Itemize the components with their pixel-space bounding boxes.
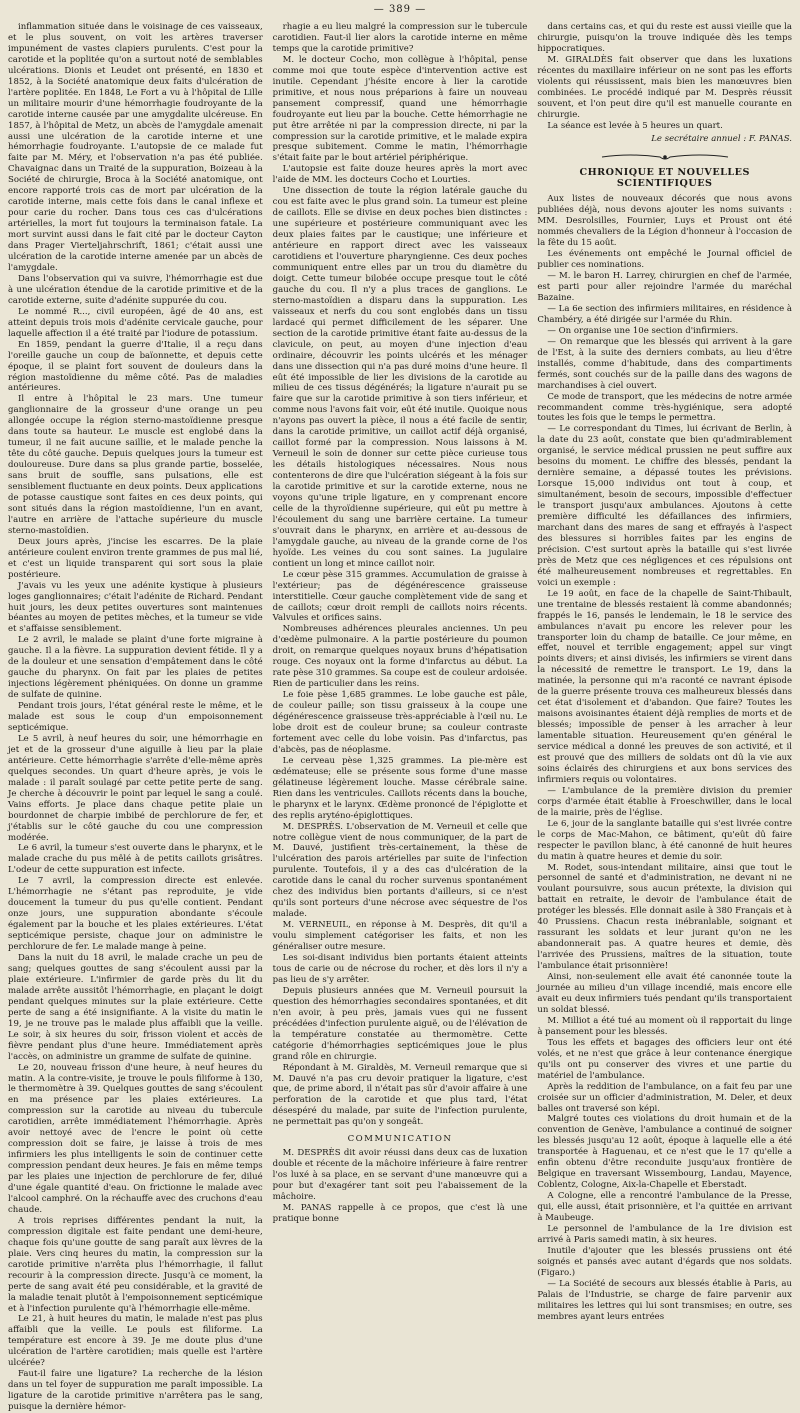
paragraph: Répondant à M. Giraldès, M. Verneuil remarque que si M. Dauvé n'a pas cru devoir pratiquer la ligature, c'est que, de prime abord, il n'était pas sûr d'avoir affaire à une perforation de la carotide et que plus tard, l'état désespéré du malade, par suite de l'infection purulente, ne permettait pas qu'on y songeât.: [272, 1062, 528, 1128]
paragraph: inflammation située dans le voisinage de ces vaisseaux, et le plus souvent, on voit les artères traverser impunément de vastes clapiers purulents. C'est pour la carotide et la poplitée qu'on a surtout noté de semblables ulcérations. Dionis et Leudet ont présenté, en 1830 et 1852, à la Société anatomique deux faits d'ulcération de l'artère poplitée. En 1848, Le Fort a vu à l'hôpital de Lille un militaire mourir d'une hémorrhagie foudroyante de la carotide interne causée par une amygdalite ulcéreuse. En 1857, à l'hôpital de Metz, un abcès de l'amygdale amenait aussi une ulcération de la carotide interne et une hémorrhagie foudroyante. L'autopsie de ce malade fut faite par M. Méry, et l'observation n'a pas été publiée. Chavaignac dans un Traité de la suppuration, Boizeau à la Société de chirurgie, Broca à la Société anatomique, ont encore rapporté trois cas de mort par ulcération de la carotide interne, mais cette fois dans le canal inflexe et pour carie du rocher. Dans tous ces cas d'ulcérations artérielles, la mort fut toujours la terminaison fatale. La mort survint aussi dans le fait cité par le docteur Cayton dans Prager Vierteljahrschrift, 1861; c'était aussi une ulcération de la carotide interne amenée par un abcès de l'amygdale.: [8, 22, 263, 273]
paragraph: M. VERNEUIL, en réponse à M. Desprès, dit qu'il a voulu simplement catégoriser les faits, et non les généraliser outre mesure.: [272, 920, 528, 953]
chronicle-title: CHRONIQUE ET NOUVELLES SCIENTIFIQUES: [579, 167, 750, 190]
paragraph: Ainsi, non-seulement elle avait été canonnée toute la journée au milieu d'un village incendié, mais encore elle avait eu deux infirmiers tués pendant qu'ils transportaient un soldat blessé.: [537, 972, 793, 1015]
paragraph: Tous les effets et bagages des officiers leur ont été volés, et ne n'est que grâce à leur contenance énergique qu'ils ont pu conserver des vivres et une partie du matériel de l'ambulance.: [537, 1037, 793, 1081]
page-number: — 389 —: [373, 4, 427, 15]
paragraph: — La Société de secours aux blessés établie à Paris, au Palais de l'Industrie, se charge de faire parvenir aux militaires les lettres qui lui sont transmises; en outre, ses membres ayant leurs entrées: [537, 1278, 793, 1322]
paragraph: M. GIRALDÈS fait observer que dans les luxations récentes du maxillaire inférieur on ne sont pas les efforts violents qui réussissent, mais bien les manœuvres bien combinées. Le procédé indiqué par M. Desprès réussit souvent, et l'on peut dire qu'il est manuelle courante en chirurgie.: [537, 54, 793, 120]
paragraph: — On remarque que les blessés qui arrivent à la gare de l'Est, à la suite des derniers combats, au lieu d'être installés, comme d'habitude, dans des compartiments fermés, sont couchés sur de la paille dans des wagons de marchandises à ciel ouvert.: [537, 336, 793, 391]
paragraph: M. Rodet, sous-intendant militaire, ainsi que tout le personnel de santé et d'administration, ne devant ni ne voulant poursuivre, sous aucun prétexte, la division qui battait en retraite, le devoir de l'ambulance était de protéger les blessés. Elle donnait asile à 380 Français et à 40 Prussiens. Chacun resta inébranlable, soignant et rassurant les soldats et leur jurant qu'on ne les abandonnerait pas. A quatre heures et demie, dès l'arrivée des Prussiens, maîtres de la situation, toute l'ambulance était prisonnière!: [537, 862, 793, 972]
paragraph: — On organise une 10e section d'infirmiers.: [547, 325, 739, 336]
paragraph: Le cœur pèse 315 grammes. Accumulation de graisse à l'extérieur; pas de dégénérescence graisseuse interstitielle. Cœur gauche complètement vide de sang et de caillots; cœur droit rempli de caillots noirs récents. Valvules et orifices sains.: [272, 569, 528, 624]
paragraph: Une dissection de toute la région latérale gauche du cou est faite avec le plus grand soin. La tumeur est pleine de caillots. Elle se divise en deux poches bien distinctes : une supérieure et postérieure communiquant avec les deux plaies faites par le caustique; une inférieure et antérieure en rapport direct avec les vaisseaux carotidiens et l'ouverture pharyngienne. Ces deux poches communiquent entre elles par un trou du diamètre du doigt. Cette tumeur bilobée occupe presque tout le côté gauche du cou. Il n'y a plus traces de ganglions. Le sterno-mastoïdien a disparu dans la suppuration. Les vaisseaux et nerfs du cou sont englobés dans un tissu lardacé qui permet difficilement de les séparer. Une section de la carotide primitive étant faite au-dessus de la clavicule, on peut, au moyen d'une injection d'eau ordinaire, découvrir les points ulcérés et les ménager dans une dissection qui n'a pas duré moins d'une heure. Il eût été impossible de lier les divisions de la carotide au milieu de ces tissus dégénérés; la ligature n'aurait pu se faire que sur la carotide primitive à son tiers inférieur, et comme nous l'avons fait voir, eût été inutile. Quoique nous n'ayons pas ouvert la pièce, il nous a été facile de sentir, dans la carotide primitive, un caillot actif déjà organisé, caillot formé par la compression. Nous laissons à M. Verneuil le soin de donner sur cette pièce curieuse tous les détails histologiques nécessaires. Nous nous contenterons de dire que l'ulcération siégeant à la fois sur la carotide primitive et sur la carotide externe, nous ne voyons qu'une triple ligature, en y comprenant encore celle de la thyroïdienne supérieure, qui eût pu mettre à l'écoulement du sang une barrière certaine. La tumeur s'ouvrait dans le pharynx, en arrière et au-dessous de l'amygdale gauche, au niveau de la grande corne de l'os hyoïde. Les veines du cou sont saines. La jugulaire contient un long et mince caillot noir.: [272, 186, 528, 569]
column-3-chronicle: [537, 194, 792, 1322]
paragraph: Deux jours après, j'incise les escarres. De la plaie antérieure coulent environ trente grammes de pus mal lié, et c'est un liquide transparent qui sort sous la plaie postérieure.: [8, 536, 263, 580]
paragraph: — La 6e section des infirmiers militaires, en résidence à Chambéry, a été dirigée sur l'armée du Rhin.: [537, 303, 793, 325]
paragraph: Le 6, jour de la sanglante bataille qui s'est livrée contre le corps de Mac-Mahon, ce bâtiment, qu'eût dû faire respecter le pavillon blanc, à été canonné de huit heures du matin à quatre heures et demie du soir.: [537, 818, 793, 862]
paragraph: La séance est levée à 5 heures un quart.: [547, 120, 723, 131]
paragraph: Il entre à l'hôpital le 23 mars. Une tumeur ganglionnaire de la grosseur d'une orange un peu allongée occupe la région sterno-mastoïdienne presque dans toute sa hauteur. Le muscle est englobé dans la tumeur, il ne fait aucune saillie, et le malade penche la tête du côté gauche. Depuis quelques jours la tumeur est douloureuse. Dure dans sa plus grande partie, bosselée, sans bruit de souffle, sans pulsations, elle est sensiblement fluctuante en deux points. Deux applications de potasse caustique sont faites en ces deux points, qui sont situés dans la région mastoïdienne, l'un en avant, l'autre en arrière de l'attache supérieure du muscle sterno-mastoïdien.: [8, 394, 263, 536]
secretary-signature: Le secrétaire annuel : F. PANAS.: [651, 133, 793, 144]
column-3-body: [537, 22, 792, 132]
paragraph: L'autopsie est faite douze heures après la mort avec l'aide de MM. les docteurs Cocho et Lourties.: [272, 164, 528, 186]
paragraph: — L'ambulance de la première division du premier corps d'armée était établie à Froeschwiller, dans le local de la mairie, près de l'église.: [537, 785, 793, 818]
column-2-communication: [273, 1148, 528, 1225]
paragraph: Ce mode de transport, que les médecins de notre armée recommandent comme très-hygiénique, sera adopté toutes les fois que le temps le permettra.: [537, 391, 793, 424]
column-3: [537, 22, 793, 1322]
paragraph: Les soi-disant individus bien portants étaient atteints tous de carie ou de nécrose du rocher, et dès lors il n'y a pas lieu de s'y arrêter.: [272, 953, 528, 985]
paragraph: Dans l'observation qui va suivre, l'hémorrhagie est due à une ulcération étendue de la carotide primitive et de la carotide externe, suite d'adénite suppurée du cou.: [8, 273, 263, 306]
paragraph: Le 6 avril, la tumeur s'est ouverte dans le pharynx, et le malade crache du pus mêlé à de petits caillots grisâtres. L'odeur de cette suppuration est infecte.: [8, 843, 263, 876]
paragraph: J'avais vu les yeux une adénite kystique à plusieurs loges ganglionnaires; c'était l'adénite de Richard. Pendant huit jours, les deux petites ouvertures sont maintenues béantes au moyen de petites mèches, et la tumeur se vide et s'affaisse sensiblement.: [8, 580, 263, 635]
paragraph: Le nommé R..., civil européen, âgé de 40 ans, est atteint depuis trois mois d'adénite cervicale gauche, pour laquelle affection il a été traité par l'iodure de potassium.: [8, 306, 263, 339]
paragraph: Nombreuses adhérences pleurales anciennes. Un peu d'œdème pulmonaire. A la partie postérieure du poumon droit, on remarque quelques noyaux bruns d'hépatisation rouge. Ces noyaux ont la forme d'infarctus au début. La rate pèse 310 grammes. Sa coupe est de couleur ardoisée. Rien de particulier dans les reins.: [272, 624, 528, 690]
paragraph: A Cologne, elle a rencontré l'ambulance de la Presse, qui, elle aussi, était prisonnière, et l'a quittée en arrivant à Maubeuge.: [537, 1191, 793, 1224]
paragraph: Inutile d'ajouter que les blessés prussiens ont été soignés et pansés avec autant d'égards que nos soldats. (Figaro.): [537, 1245, 793, 1278]
paragraph: — Le correspondant du Times, lui écrivant de Berlin, à la date du 23 août, constate que bien qu'admirablement organisé, le service médical prussien ne peut suffire aux besoins du moment. Le chiffre des blessés, pendant la dernière semaine, a dépassé toutes les prévisions. Lorsque 15,000 individus ont tout à coup, et simultanément, besoin de secours, impossible d'effectuer le transport jusqu'aux ambulances. Ajoutons à cette première difficulté les défaillances des infirmiers, marchant dans des mares de sang et effrayés à l'aspect des blessures si horribles faites par les engins de précision. C'est surtout après la bataille qui s'est livrée près de Metz que ces négligences et ces répulsions ont été malheureusement nombreuses et regrettables. En voici un exemple :: [537, 424, 793, 588]
paragraph: M. le docteur Cocho, mon collègue à l'hôpital, pense comme moi que toute espèce d'intervention active est inutile. Cependant j'hésite encore à lier la carotide primitive, et nous nous préparions à faire un nouveau pansement compressif, quand une hémorrhagie foudroyante eut lieu par la bouche. Cette hémorrhagie ne put être arrêtée ni par la compression directe, ni par la compression sur la carotide primitive, et le malade expira presque subitement. Comme le matin, l'hémorrhagie s'était faite par le bout artériel périphérique.: [272, 54, 528, 164]
columns: [8, 22, 793, 1413]
column-2: [272, 22, 528, 1224]
paragraph: M. PANAS rappelle à ce propos, que c'est là une pratique bonne: [272, 1202, 528, 1224]
paragraph: rhagie a eu lieu malgré la compression sur le tubercule carotidien. Faut-il lier alors la carotide interne en même temps que la carotide primitive?: [272, 22, 528, 54]
paragraph: Pendant trois jours, l'état général reste le même, et le malade est sous le coup d'un empoisonnement septicémique.: [8, 701, 263, 733]
paragraph: Le 5 avril, à neuf heures du soir, une hémorrhagie en jet et de la grosseur d'une aiguille à lieu par la plaie antérieure. Cette hémorrhagie s'arrête d'elle-même après quelques secondes. Un quart d'heure après, je vois le malade : il paraît soulagé par cette petite perte de sang. Je cherche à découvrir le point par lequel le sang a coulé. Vains efforts. Je place dans chaque petite plaie un bourdonnet de charpie imbibé de perchlorure de fer, et j'établis sur le côté gauche du cou une compression modérée.: [8, 733, 263, 843]
column-1: [8, 22, 263, 1413]
paragraph: Faut-il faire une ligature? La recherche de la lésion dans un tel foyer de suppuration me paraît impossible. La ligature de la carotide primitive n'arrêtera pas le sang, puisque la dernière hémor-: [8, 1369, 263, 1413]
ornament-divider-icon: [600, 152, 730, 162]
paragraph: M. DESPRÈS. L'observation de M. Verneuil et celle que notre collègue vient de nous communiquer, de la part de M. Dauvé, justifient très-certainement, la thèse de l'ulcération des parois artérielles par suite de l'infection purulente. Toutefois, il y a des cas d'ulcération de la carotide dans le canal du rocher survenus spontanément chez des individus bien portants d'ailleurs, si ce n'est qu'ils sont porteurs d'une nécrose avec séquestre de l'os malade.: [272, 821, 528, 920]
paragraph: Le 21, à huit heures du matin, le malade n'est pas plus affaibli que la veille. Le pouls est filiforme. La température est encore à 39. Je me doute plus d'une ulcération de l'artère carotidien; mais quelle est l'artère ulcérée?: [8, 1314, 263, 1369]
paragraph: M. DESPRÈS dit avoir réussi dans deux cas de luxation double et récente de la mâchoire inférieure à faire rentrer l'os luxé à sa place, en se servant d'une manœuvre qui a pour but d'exagérer tant soit peu l'abaissement de la mâchoire.: [272, 1148, 528, 1203]
paragraph: Le 7 avril, la compression directe est enlevée. L'hémorrhagie ne s'étant pas reproduite, je vide doucement la tumeur du pus qu'elle contient. Pendant onze jours, une suppuration abondante s'écoule également par la bouche et les plaies extérieures. L'état septicémique persiste, chaque jour on administre le perchlorure de fer. Le malade mange à peine.: [8, 876, 263, 953]
paragraph: Le foie pèse 1,685 grammes. Le lobe gauche est pâle, de couleur paille; son tissu graisseux à la coupe une dégénérescence graisseuse très-appréciable à l'œil nu. Le lobe droit est de couleur brune; sa couleur contraste fortement avec celle du lobe voisin. Pas d'infarctus, pas d'abcès, pas de néoplasme.: [272, 690, 528, 755]
paragraph: dans certains cas, et qui du reste est aussi vieille que la chirurgie, puisqu'on la trouve indiquée dès les temps hippocratiques.: [537, 22, 793, 54]
paragraph: Malgré toutes ces violations du droit humain et de la convention de Genève, l'ambulance a continué de soigner les blessés jusqu'au 12 août, époque à laquelle elle a été transportée à Haguenau, et ce n'est que le 17 qu'elle a enfin obtenu d'être reconduite jusqu'aux frontière de Belgique en traversant Wissembourg, Landau, Mayence, Coblentz, Cologne, Aix-la-Chapelle et Eberstadt.: [537, 1114, 793, 1191]
paragraph: M. Milliot a été tué au moment où il rapportait du linge à pansement pour les blessés.: [537, 1015, 793, 1037]
paragraph: Les événements ont empêché le Journal officiel de publier ces nominations.: [537, 249, 793, 271]
paragraph: Le 2 avril, le malade se plaint d'une forte migraine à gauche. Il a la fièvre. La suppuration devient fétide. Il y a de la douleur et une sensation d'empâtement dans le côté gauche du pharynx. On fait par les plaies de petites injections légèrement phéniquées. On donne un gramme de sulfate de quinine.: [8, 635, 263, 701]
paragraph: Le 20, nouveau frisson d'une heure, à neuf heures du matin. A la contre-visite, je trouve le pouls filiforme à 130, le thermomètre à 39. Quelques gouttes de sang s'écoulent en ma présence par les plaies extérieures. La compression sur la carotide au niveau du tubercule carotidien, arrête immédiatement l'hémorrhagie. Après avoir nettoyé avec de l'encre le point où cette compression doit se faire, je laisse à trois de mes infirmiers les plus intelligents le soin de continuer cette compression pendant deux heures. Je fais en même temps par les plaies une injection de perchlorure de fer, dilué d'une égale quantité d'eau. On frictionne le malade avec l'alcool camphré. On la réchauffe avec des cruchons d'eau chaude.: [8, 1062, 263, 1215]
communication-heading: COMMUNICATION: [347, 1134, 453, 1145]
paragraph: Après la reddition de l'ambulance, on a fait feu par une croisée sur un officier d'administration, M. Deler, et deux balles ont traversé son képi.: [537, 1081, 793, 1114]
paragraph: En 1859, pendant la guerre d'Italie, il a reçu dans l'oreille gauche un coup de baïonnette, et depuis cette époque, il se plaint fort souvent de douleurs dans la région mastoïdienne du même côté. Pas de maladies antérieures.: [8, 339, 263, 394]
paragraph: A trois reprises différentes pendant la nuit, la compression digitale est faite pendant une demi-heure, chaque fois qu'une goutte de sang paraît aux lèvres de la plaie. Vers cinq heures du matin, la compression sur la carotide primitive n'arrêta plus l'hémorrhagie, il fallut recourir à la compression directe. Jusqu'à ce moment, la perte de sang avait été peu considérable, et la gravité de la maladie tenait plutôt à l'empoisonnement septicémique et à l'infection purulente qu'à l'hémorrhagie elle-même.: [8, 1215, 263, 1314]
paragraph: Le personnel de l'ambulance de la 1re division est arrivé à Paris samedi matin, à six heures.: [537, 1223, 793, 1245]
paragraph: — M. le baron H. Larrey, chirurgien en chef de l'armée, est parti pour aller rejoindre l'armée du maréchal Bazaine.: [537, 271, 793, 303]
paragraph: Dans la nuit du 18 avril, le malade crache un peu de sang; quelques gouttes de sang s'écoulent aussi par la plaie extérieure. L'infirmier de garde près du lit du malade arrête aussitôt l'hémorrhagie, en plaçant le doigt pendant quelques minutes sur la plaie extérieure. Cette perte de sang a été insignifiante. A la visite du matin le 19, je ne trouve pas le malade plus affaibli que la veille. Le soir, à six heures du soir, frisson violent et accès de fièvre pendant plus d'une heure. Immédiatement après l'accès, on administre un gramme de sulfate de quinine.: [8, 953, 263, 1062]
paragraph: Depuis plusieurs années que M. Verneuil poursuit la question des hémorrhagies secondaires spontanées, et dit n'en avoir, à peu près, jamais vues qui ne fussent précédées d'infection purulente aiguë, ou de l'élévation de la température constatée au thermomètre. Cette catégorie d'hémorrhagies septicémiques joue le plus grand rôle en chirurgie.: [272, 985, 528, 1062]
paragraph: Le 19 août, en face de la chapelle de Saint-Thibault, une trentaine de blessés restaient là comme abandonnés; frappés le 16, pansés le lendemain, le 18 le service des ambulances n'avait pu encore les relever pour les transporter loin du champ de bataille. Ce jour même, en effet, nouvel et terrible engagement; appel sur vingt points divers; et ainsi divisés, les infirmiers se virent dans la nécessité de remettre le transport. Le 19, dans la matinée, la personne qui m'a raconté ce navrant épisode de la guerre présente trouva ces malheureux blessés dans cet état d'isolement et d'abandon. Que faire? Toutes les maisons avoisinantes étaient déjà remplies de morts et de blessés; impossible de penser à les arracher à leur lamentable situation. Heureusement qu'en général le service médical a donné les preuves de son activité, et il est prouvé que des milliers de soldats ont dû la vie aux soins éclairés des chirurgiens et aux bons services des infirmiers requis ou volontaires.: [537, 588, 793, 785]
paragraph: Le cerveau pèse 1,325 grammes. La pie-mère est œdémateuse; elle se présente sous forme d'une masse gélatineuse légèrement louche. Masse cérébrale saine. Rien dans les ventricules. Caillots récents dans la bouche, le pharynx et le larynx. Œdème prononcé de l'épiglotte et des replis aryténo-épiglottiques.: [272, 755, 528, 821]
column-2-body: [273, 22, 528, 1128]
paragraph: Aux listes de nouveaux décorés que nous avons publiées déjà, nous devons ajouter les noms suivants : MM. Desrolsilles, Fournier, Luys et Proust ont été nommés chevaliers de la Légion d'honneur à l'occasion de la fête du 15 août.: [537, 194, 793, 249]
